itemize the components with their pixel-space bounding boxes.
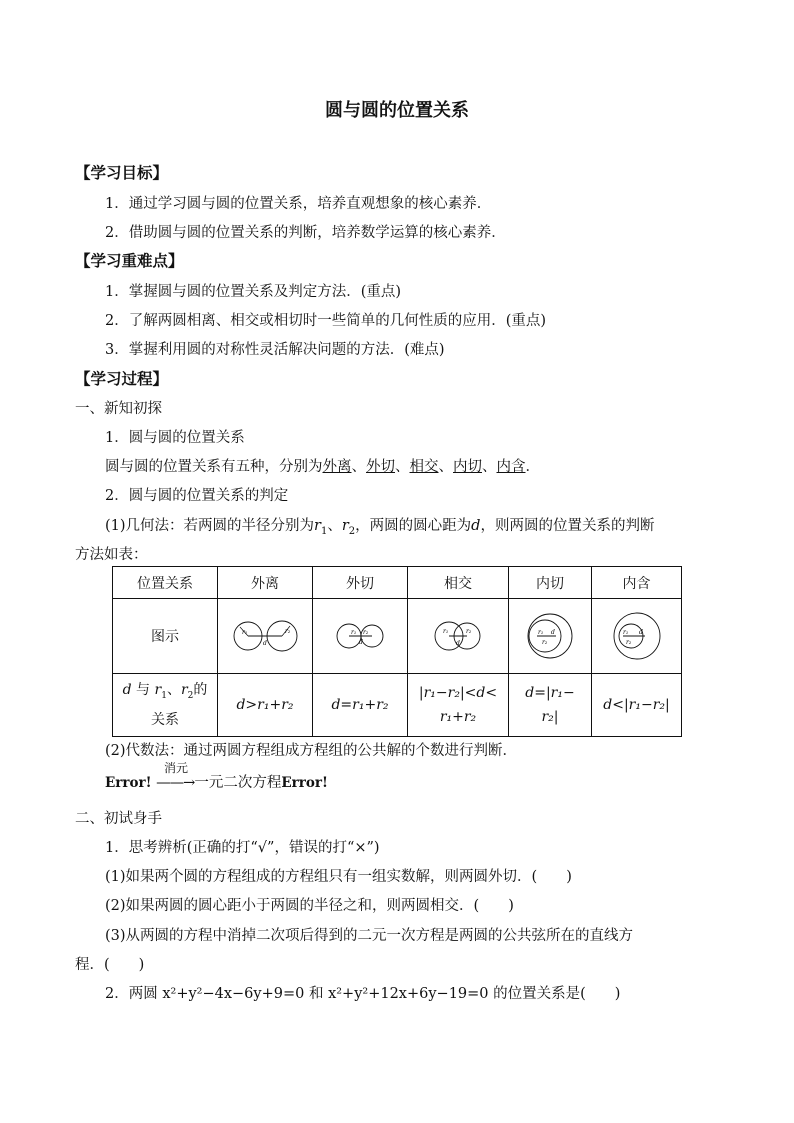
five-prefix: 圆与圆的位置关系有五种，分别为 [105,459,323,475]
rel-neiqie: 内切 [453,459,482,475]
question-1c: (3)从两圆的方程中消掉二次项后得到的二元一次方程是两圆的公共弦所在的直线方 [105,928,634,944]
svg-text:r₂: r₂ [542,639,548,646]
arrow-label: 消元 [164,761,189,775]
svg-text:r₁: r₁ [242,629,248,636]
header-cell: 内切 [509,567,592,599]
header-cell: 内含 [592,567,682,599]
var-r2: r [341,518,349,534]
rel-neihan: 内含 [496,459,526,475]
sep: 、 [438,459,453,475]
fig-cell-waili [218,599,313,674]
error-text: Error! [105,775,152,791]
key-1: 1．掌握圆与圆的位置关系及判定方法．(重点) [105,284,402,300]
cond-waiqie: d=r₁+r₂ [313,674,408,737]
table-row [113,674,682,737]
svg-text:r₁: r₁ [351,629,357,636]
header-cell: 外切 [313,567,408,599]
rel-waiqie: 外切 [366,459,395,475]
sep: 、 [327,518,342,534]
rel-label-part: r [154,682,162,699]
period: ． [525,459,540,475]
error-text: Error! [281,775,328,791]
geo-text-a: (1)几何法：若两圆的半径分别为 [105,518,315,534]
goals-heading: 【学习目标】 [75,163,169,182]
goal-2: 2．借助圆与圆的位置关系的判断，培养数学运算的核心素养． [105,225,506,241]
svg-text:r₂: r₂ [363,629,369,636]
contained-circles-diagram [609,610,665,662]
svg-text:d: d [638,629,643,636]
cond-xiangjiao-line2: r₁+r₂ [439,709,477,725]
table-row [113,567,682,599]
key-2: 2．了解两圆相离、相交或相切时一些简单的几何性质的应用．(重点) [105,313,547,329]
part1-item2: 2．圆与圆的位置关系的判定 [105,488,289,504]
svg-text:d: d [359,639,363,646]
question-1b: (2)如果两圆的圆心距小于两圆的半径之和，则两圆相交．( ) [105,898,514,914]
relation-label-cell: d 与 $r_1$、$r_2$的 关系 [113,674,218,737]
svg-text:d: d [456,640,460,647]
rel-label-part: d [122,682,132,699]
part2-heading: 二、初试身手 [75,811,162,827]
sep: 、 [482,459,497,475]
algebra-method-line: (2)代数法：通过两圆方程组成方程组的公共解的个数进行判断． [105,743,518,759]
sep: 、 [395,459,410,475]
cond-xiangjiao-line1: |r₁−r₂|<d< [418,685,498,701]
cond-neihan: d<|r₁−r₂| [592,674,682,737]
cond-neiqie-line2: r₂| [541,709,559,725]
fig-label-cell: 图示 [113,599,218,674]
fig-cell-waiqie [313,599,408,674]
svg-text:r₁: r₁ [622,629,628,636]
part1-item1: 1．圆与圆的位置关系 [105,430,245,446]
svg-text:r₁: r₁ [443,628,449,635]
separate-circles-diagram [230,614,300,658]
relation-table [112,566,682,737]
question-1c-line2: 程．( ) [75,957,145,973]
page-title: 圆与圆的位置关系 [325,100,469,121]
rel-xiangjiao: 相交 [409,459,439,475]
question-1a: (1)如果两个圆的方程组成的方程组只有一组实数解，则两圆外切．( ) [105,869,572,885]
cond-xiangjiao [408,674,509,737]
cond-neiqie [509,674,592,737]
svg-text:d: d [551,629,555,636]
cond-waili: d>r₁+r₂ [218,674,313,737]
five-relations-line [105,457,540,477]
quadratic-text: 一元二次方程 [194,775,282,791]
elimination-arrow: ——→ [156,775,195,791]
svg-text:r₂: r₂ [466,628,472,635]
geo-text-b: ，两圆的圆心距为 [355,518,472,534]
var-r1: r [314,518,321,534]
key-3: 3．掌握利用圆的对称性灵活解决问题的方法．(难点) [105,342,445,358]
process-heading: 【学习过程】 [75,369,169,388]
rel-label-line2: 关系 [151,711,179,728]
part1-heading: 一、新知初探 [75,401,162,417]
fig-cell-xiangjiao [408,599,509,674]
geometry-method-line: (1)几何法：若两圆的半径分别为$r_1$、$r_2$，两圆的圆心距为d，则两圆的位置关系的判断 [105,518,655,537]
key-heading: 【学习重难点】 [75,251,184,270]
svg-text:d: d [263,640,267,647]
algebra-formula-line [105,773,328,793]
question-1: 1．思考辨析(正确的打“√”，错误的打“×”) [105,840,380,856]
table-row [113,599,682,674]
svg-text:r₁: r₁ [538,629,544,636]
header-cell: 外离 [218,567,313,599]
header-cell: 相交 [408,567,509,599]
geo-text-c: ，则两圆的位置关系的判断 [480,518,655,534]
fig-cell-neiqie [509,599,592,674]
intersecting-circles-diagram [427,614,489,658]
fig-cell-neihan [592,599,682,674]
sep: 、 [351,459,366,475]
rel-label-part: r [180,682,188,699]
goal-1: 1．通过学习圆与圆的位置关系，培养直观想象的核心素养． [105,196,492,212]
tangent-external-diagram [330,614,390,658]
question-2: 2．两圆 x²+y²−4x−6y+9=0 和 x²+y²+12x+6y−19=0 的位置关系是( ) [105,986,621,1002]
svg-text:r₂: r₂ [285,628,291,635]
header-cell: 位置关系 [113,567,218,599]
var-d: d [471,518,481,534]
svg-text:r₂: r₂ [625,639,631,646]
rel-waili: 外离 [322,459,352,475]
tangent-internal-diagram [524,611,576,661]
cond-neiqie-line1: d=|r₁− [525,685,575,701]
geometry-method-line2: 方法如表： [75,547,148,563]
